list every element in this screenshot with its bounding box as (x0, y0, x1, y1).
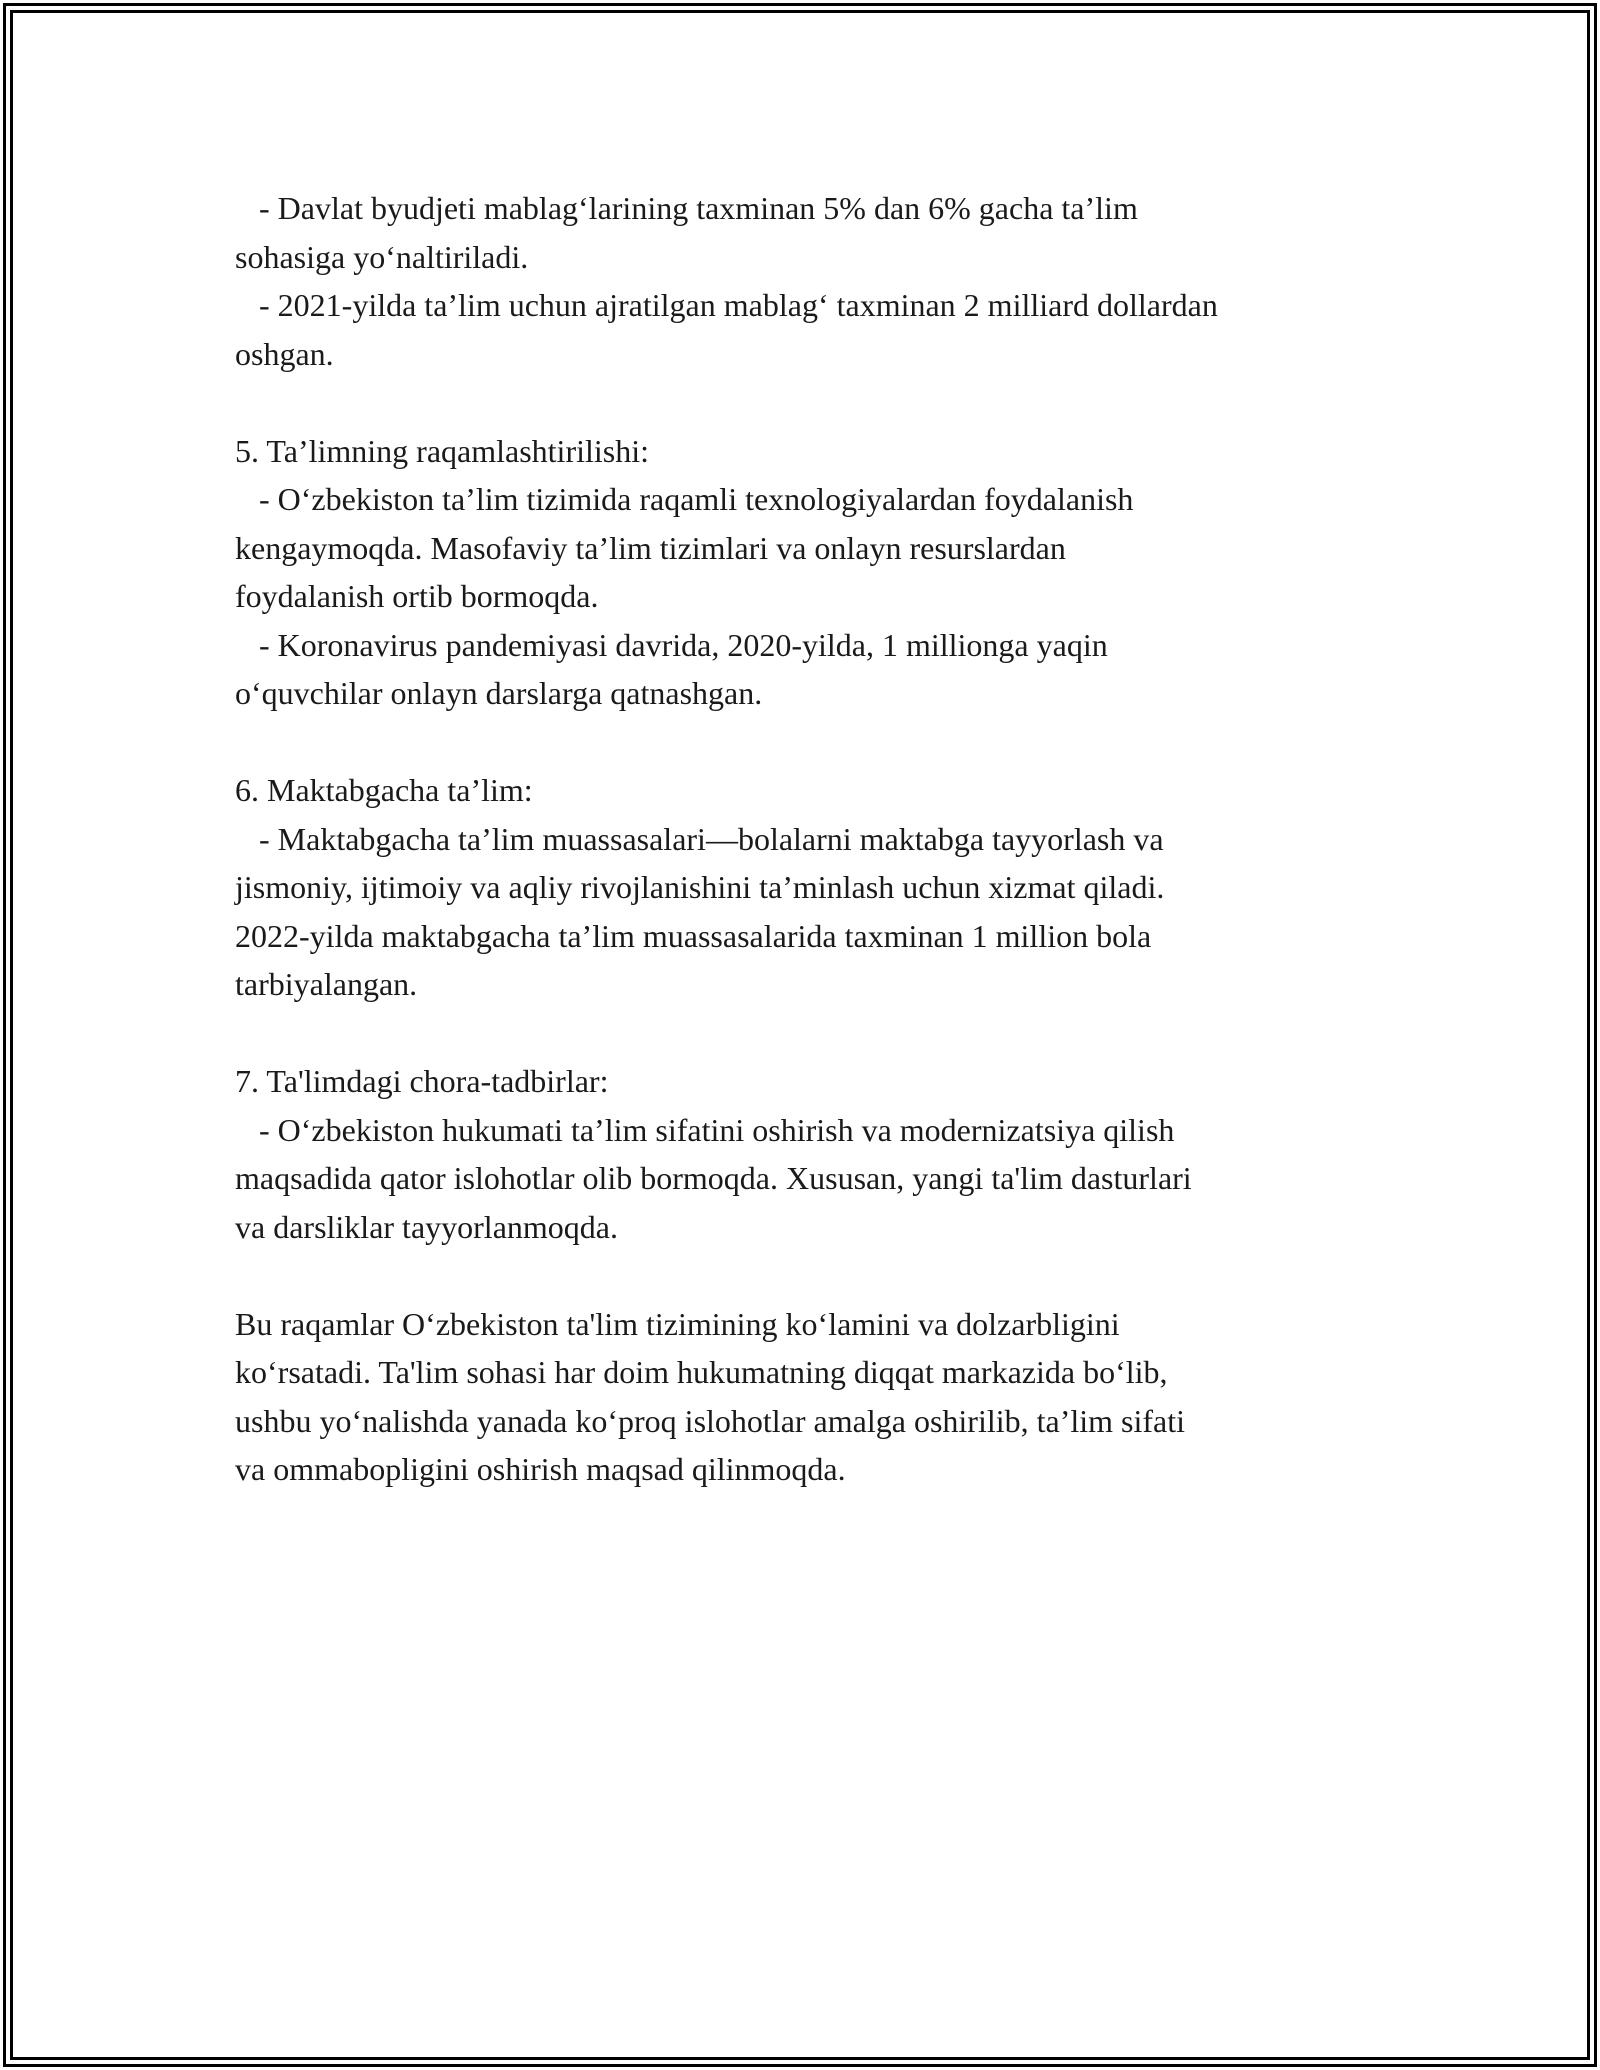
text-line: maqsadida qator islohotlar olib bormoqda. Xususan, yangi ta'lim dasturlari (235, 1160, 1192, 1196)
paragraph-spacer (235, 718, 1385, 767)
text-line: o‘quvchilar onlayn darslarga qatnashgan. (235, 675, 763, 711)
paragraph-spacer (235, 1251, 1385, 1300)
intro-paragraph (235, 184, 1385, 378)
section-heading: 6. Maktabgacha ta’lim: (235, 772, 533, 808)
text-line: - O‘zbekiston ta’lim tizimida raqamli texnologiyalardan foydalanish (235, 481, 1134, 517)
text-line: - Maktabgacha ta’lim muassasalari—bolalarni maktabga tayyorlash va (235, 820, 1164, 857)
conclusion-paragraph (235, 1300, 1385, 1494)
text-line: tarbiyalangan. (235, 966, 418, 1002)
text-line: - Koronavirus pandemiyasi davrida, 2020-yilda, 1 millionga yaqin (235, 626, 1108, 663)
document-body (235, 184, 1385, 1494)
section-heading: 7. Ta'limdagi chora-tadbirlar: (235, 1063, 609, 1099)
text-line: foydalanish ortib bormoqda. (235, 578, 599, 614)
text-line: - Davlat byudjeti mablag‘larining taxminan 5% dan 6% gacha ta’lim (235, 190, 1138, 226)
section-5 (235, 427, 1385, 718)
text-line: ko‘rsatadi. Ta'lim sohasi har doim hukumatning diqqat markazida bo‘lib, (235, 1354, 1168, 1390)
text-line: va ommabopligini oshirish maqsad qilinmoqda. (235, 1451, 846, 1487)
section-7 (235, 1057, 1385, 1251)
text-line: 2022-yilda maktabgacha ta’lim muassasalarida taxminan 1 million bola (235, 917, 1152, 954)
text-line: sohasiga yo‘naltiriladi. (235, 238, 529, 275)
text-line: Bu raqamlar O‘zbekiston ta'lim tizimining ko‘lamini va dolzarbligini (235, 1305, 1120, 1342)
text-line: oshgan. (235, 335, 334, 372)
section-6 (235, 766, 1385, 1009)
paragraph-spacer (235, 378, 1385, 427)
text-line: - O‘zbekiston hukumati ta’lim sifatini oshirish va modernizatsiya qilish (235, 1111, 1175, 1148)
paragraph-spacer (235, 1009, 1385, 1058)
text-line: kengaymoqda. Masofaviy ta’lim tizimlari va onlayn resurslardan (235, 529, 1066, 566)
text-line: va darsliklar tayyorlanmoqda. (235, 1208, 618, 1245)
section-heading: 5. Ta’limning raqamlashtirilishi: (235, 432, 649, 469)
text-line: jismoniy, ijtimoiy va aqliy rivojlanishini ta’minlash uchun xizmat qiladi. (235, 869, 1165, 905)
text-line: ushbu yo‘nalishda yanada ko‘proq islohotlar amalga oshirilib, ta’lim sifati (235, 1402, 1186, 1439)
text-line: - 2021-yilda ta’lim uchun ajratilgan mablag‘ taxminan 2 milliard dollardan (235, 287, 1218, 323)
